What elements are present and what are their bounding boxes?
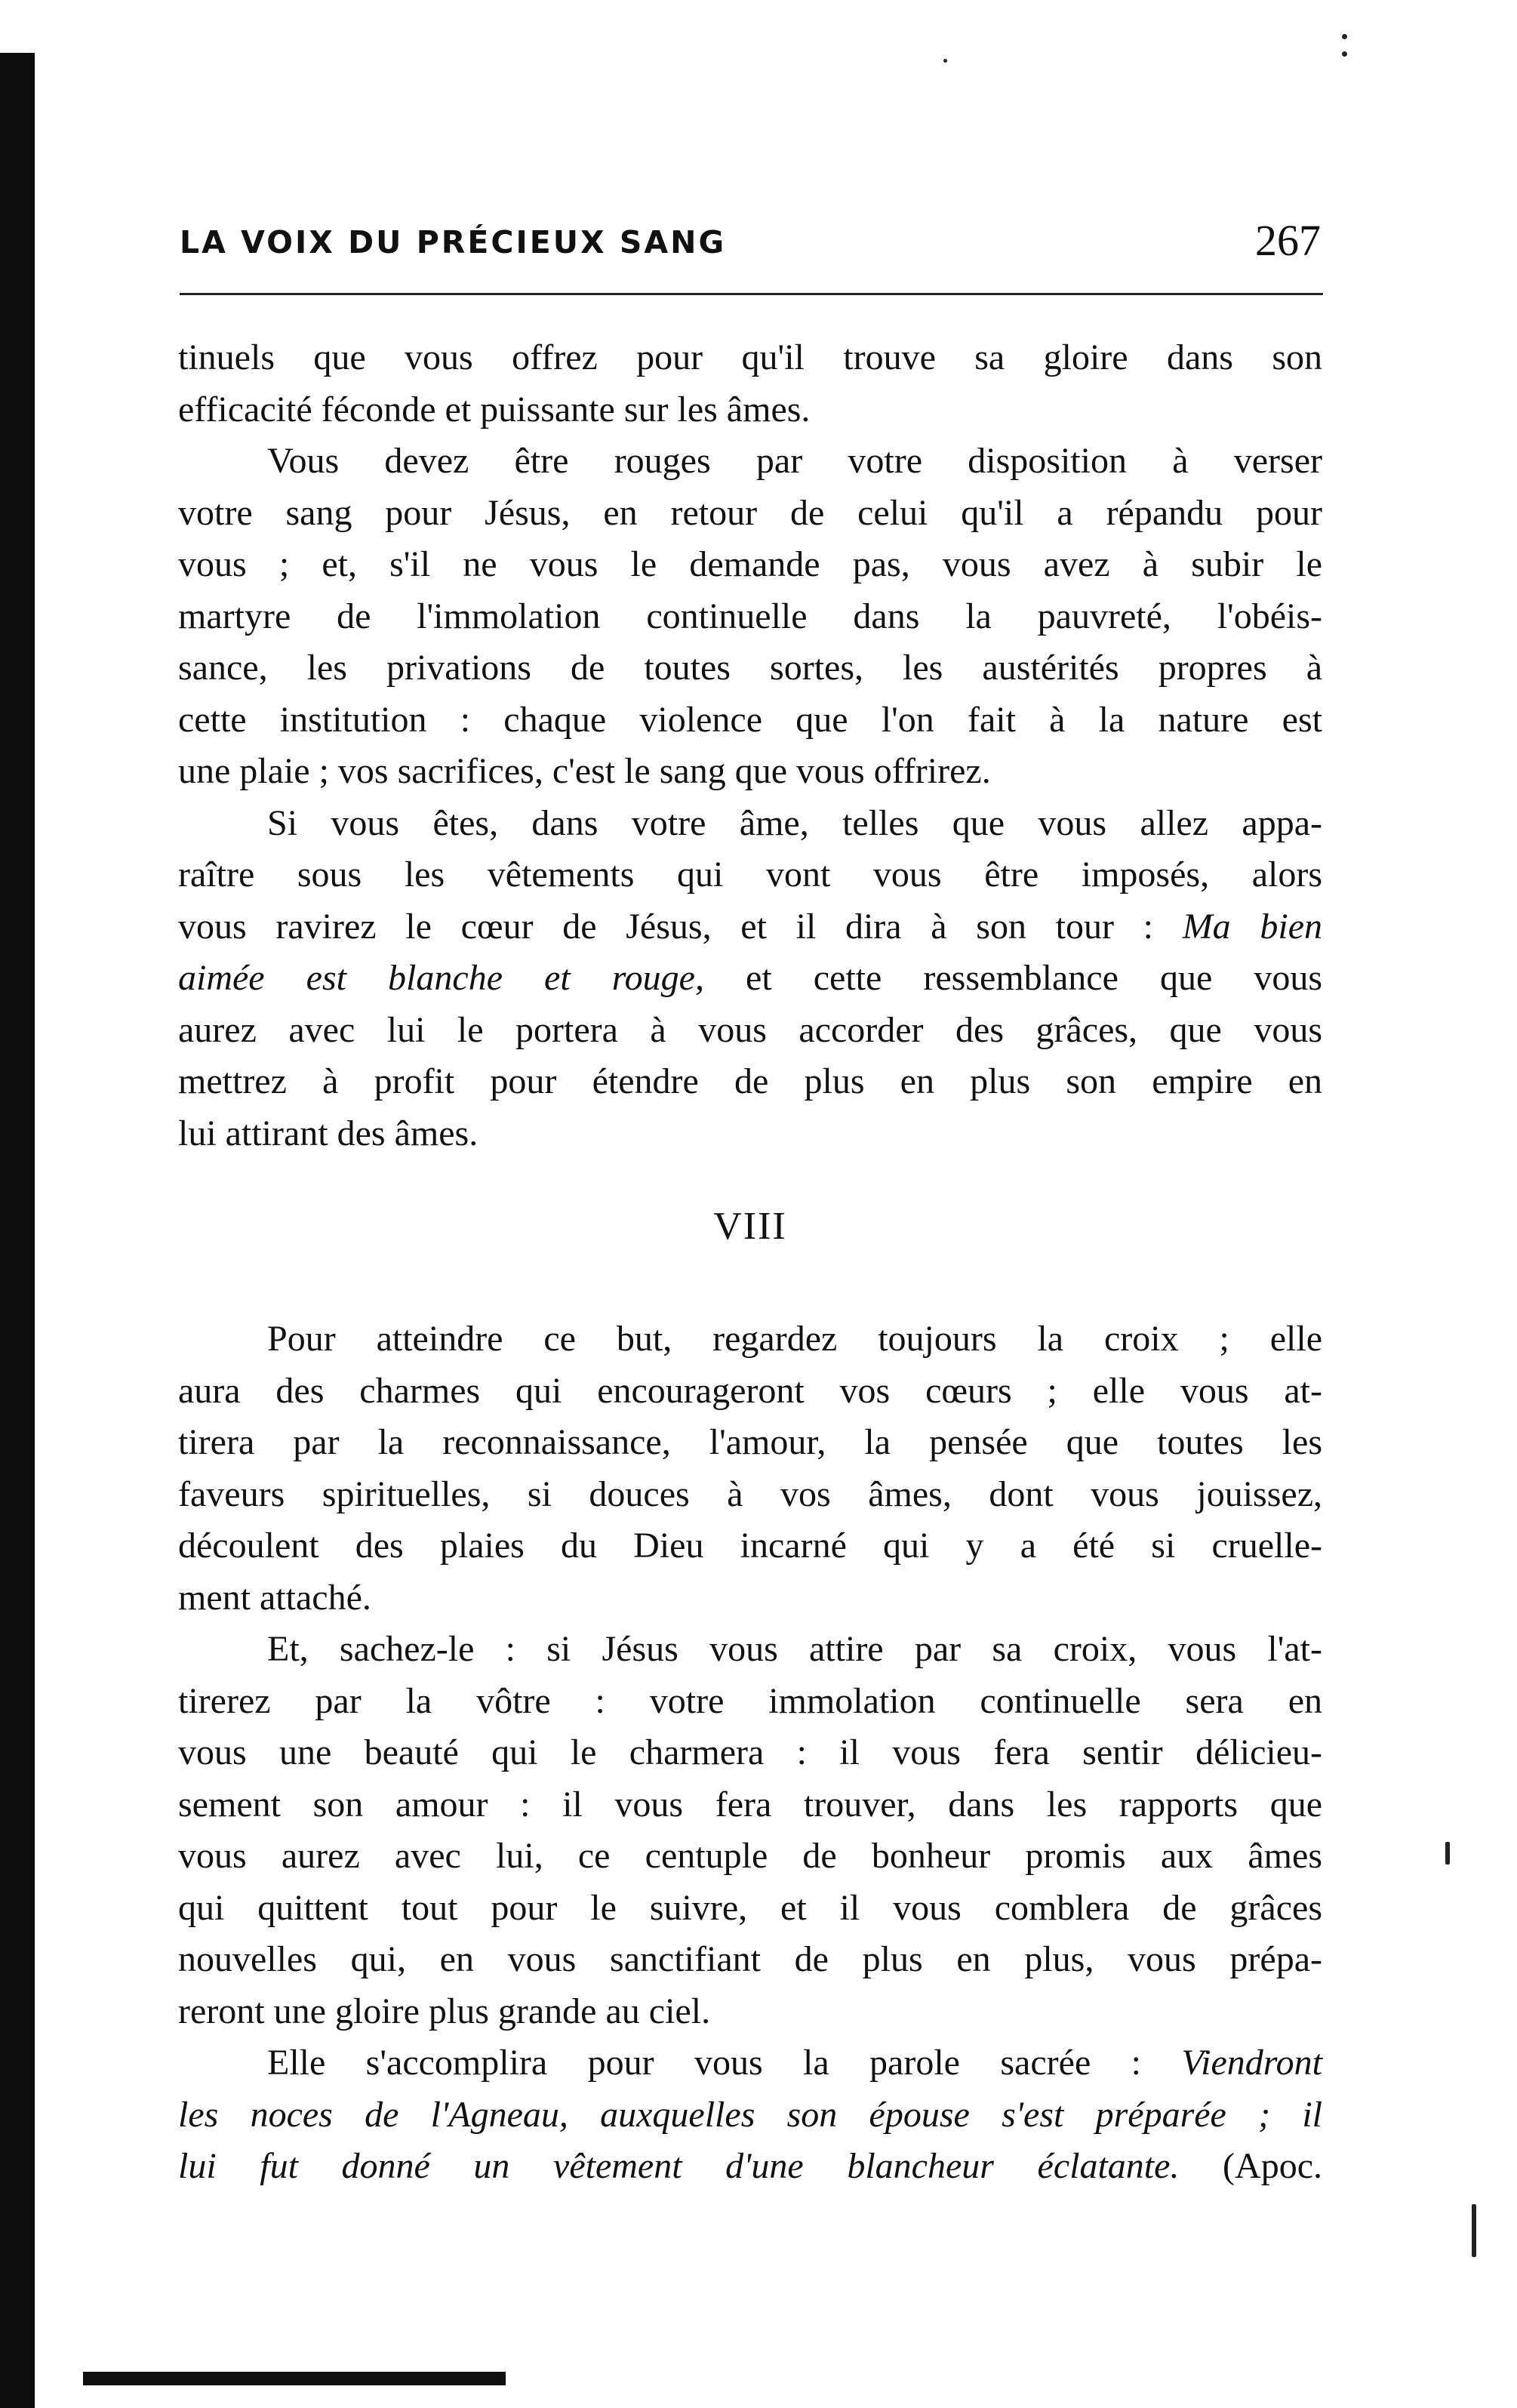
text-line: aurez avec lui le portera à vous accorder des grâces, que vous — [178, 1009, 1322, 1050]
text-line: cette institution : chaque violence que l'on fait à la nature est — [178, 699, 1322, 740]
text-line: reront une gloire plus grande au ciel. — [178, 1991, 711, 2031]
scan-edge-shadow — [0, 53, 35, 2408]
scan-speck — [1445, 1842, 1450, 1865]
body-text-part-1 — [178, 332, 1322, 1159]
text-line: lui fut donné un vêtement d'une blancheur éclatante. (Apoc. — [178, 2146, 1322, 2186]
text-line: tinuels que vous offrez pour qu'il trouve sa gloire dans son — [178, 337, 1322, 377]
text-line: Vous devez être rouges par votre disposition à verser — [267, 441, 1322, 481]
page-header — [180, 215, 1327, 276]
header-rule — [180, 293, 1323, 295]
text-line: ment attaché. — [178, 1577, 371, 1618]
text-line: martyre de l'immolation continuelle dans la pauvreté, l'obéis- — [178, 596, 1322, 636]
text-line: Et, sachez-le : si Jésus vous attire par sa croix, vous l'at- — [267, 1629, 1322, 1669]
text-line: Pour atteindre ce but, regardez toujours la croix ; elle — [267, 1319, 1322, 1359]
text-line: découlent des plaies du Dieu incarné qui y a été si cruelle- — [178, 1526, 1322, 1566]
scan-speck — [1342, 51, 1347, 57]
page-number: 267 — [1255, 216, 1321, 265]
text-line: Elle s'accomplira pour vous la parole sacrée : Viendront — [267, 2043, 1322, 2083]
scan-bottom-shadow — [83, 2372, 506, 2385]
section-heading: VIII — [713, 1205, 787, 1248]
italic-quote: les noces de l'Agneau, auxquelles son épouse s'est préparée ; il — [178, 2094, 1322, 2135]
scan-speck — [943, 59, 947, 63]
text-line: faveurs spirituelles, si douces à vos âmes, dont vous jouissez, — [178, 1473, 1322, 1514]
italic-quote: Ma bien — [1182, 906, 1323, 947]
text-line: vous une beauté qui le charmera : il vous fera sentir délicieu- — [178, 1732, 1322, 1772]
text-line: votre sang pour Jésus, en retour de celui qu'il a répandu pour — [178, 492, 1322, 533]
text-line: tirerez par la vôtre : votre immolation continuelle sera en — [178, 1680, 1322, 1721]
text-line: une plaie ; vos sacrifices, c'est le sang que vous offrirez. — [178, 751, 991, 791]
text-line: vous aurez avec lui, ce centuple de bonheur promis aux âmes — [178, 1836, 1322, 1876]
italic-quote: Viendront — [1181, 2043, 1322, 2083]
text-line: aimée est blanche et rouge, et cette ressemblance que vous — [178, 958, 1323, 998]
text-line: qui quittent tout pour le suivre, et il vous comblera de grâces — [178, 1887, 1322, 1928]
text-line: mettrez à profit pour étendre de plus en plus son empire en — [178, 1061, 1322, 1101]
scan-speck — [1342, 34, 1347, 39]
body-text-part-2 — [178, 1313, 1322, 2193]
text-line: vous ravirez le cœur de Jésus, et il dira à son tour : Ma bien — [178, 906, 1323, 947]
text-line: aura des charmes qui encourageront vos cœurs ; elle vous at- — [178, 1370, 1322, 1411]
text-line: raître sous les vêtements qui vont vous être imposés, alors — [178, 855, 1322, 895]
text-line: efficacité féconde et puissante sur les âmes. — [178, 389, 811, 430]
italic-quote: aimée est blanche et rouge, — [178, 958, 704, 998]
text-line: tirera par la reconnaissance, l'amour, la pensée que toutes les — [178, 1422, 1322, 1462]
italic-quote: lui fut donné un vêtement d'une blancheur éclatante. — [178, 2146, 1180, 2186]
text-line: sement son amour : il vous fera trouver, dans les rapports que — [178, 1784, 1322, 1824]
text-line: lui attirant des âmes. — [178, 1113, 478, 1153]
text-line: Si vous êtes, dans votre âme, telles que vous allez appa- — [267, 802, 1322, 843]
running-title: LA VOIX DU PRÉCIEUX SANG — [180, 224, 727, 260]
text-line: vous ; et, s'il ne vous le demande pas, vous avez à subir le — [178, 544, 1322, 584]
text-line: sance, les privations de toutes sortes, les austérités propres à — [178, 648, 1322, 688]
scan-speck — [1472, 2204, 1476, 2257]
text-line — [178, 2089, 1322, 2142]
text-line: nouvelles qui, en vous sanctifiant de plus en plus, vous prépa- — [178, 1939, 1322, 1979]
